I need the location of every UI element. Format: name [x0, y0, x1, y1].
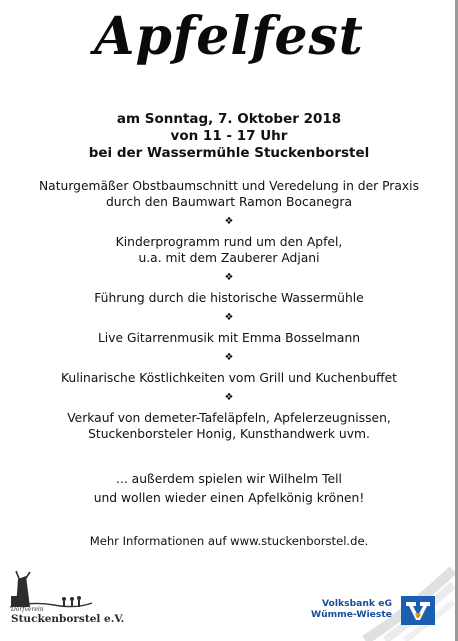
diamond-separator-icon: ❖ — [224, 272, 234, 283]
program-item-food — [0, 370, 458, 386]
event-location: bei der Wassermühle Stuckenborstel — [88, 145, 370, 161]
volksbank-logo-icon — [401, 596, 435, 625]
program-line: Verkauf von demeter-Tafeläpfeln, Apfelerzeugnissen, — [67, 411, 391, 425]
program-item-kids — [0, 234, 458, 266]
diamond-separator-icon: ❖ — [224, 312, 234, 323]
program-item-music — [0, 330, 458, 346]
program-line: Führung durch die historische Wassermühle — [94, 291, 364, 305]
closing-text — [0, 470, 458, 508]
program-item-tour — [0, 290, 458, 306]
closing-line: ... außerdem spielen wir Wilhelm Tell — [116, 472, 342, 486]
event-time: von 11 - 17 Uhr — [170, 128, 288, 144]
event-date: am Sonntag, 7. Oktober 2018 — [116, 111, 342, 127]
diamond-separator-icon: ❖ — [224, 392, 234, 403]
program-line: Live Gitarrenmusik mit Emma Bosselmann — [97, 331, 361, 345]
program-line: u.a. mit dem Zauberer Adjani — [138, 251, 320, 265]
closing-line: und wollen wieder einen Apfelkönig krönen! — [93, 491, 365, 505]
program-line: Kulinarische Köstlichkeiten vom Grill und Kuchenbuffet — [60, 371, 397, 385]
program-line: Kinderprogramm rund um den Apfel, — [115, 235, 343, 249]
diamond-separator-icon: ❖ — [224, 216, 234, 227]
program-list — [0, 178, 458, 442]
club-name: Stuckenborstel e.V. — [11, 613, 125, 625]
event-details — [0, 111, 458, 162]
page-title: Apfelfest — [94, 6, 364, 67]
program-item-pruning — [0, 178, 458, 210]
bank-name: Volksbank eG Wümme-Wieste — [310, 598, 392, 620]
program-item-sale — [0, 410, 458, 442]
program-line: Stuckenborsteler Honig, Kunsthandwerk uvm. — [88, 427, 370, 441]
diamond-separator-icon: ❖ — [224, 352, 234, 363]
watermill-logo-icon — [6, 569, 96, 637]
program-line: Naturgemäßer Obstbaumschnitt und Veredelung in der Praxis — [38, 179, 419, 193]
club-label-small: Dorfverein — [11, 606, 44, 613]
program-line: durch den Baumwart Ramon Bocanegra — [105, 195, 353, 209]
info-text: Mehr Informationen auf www.stuckenborstel.de. — [89, 534, 369, 548]
